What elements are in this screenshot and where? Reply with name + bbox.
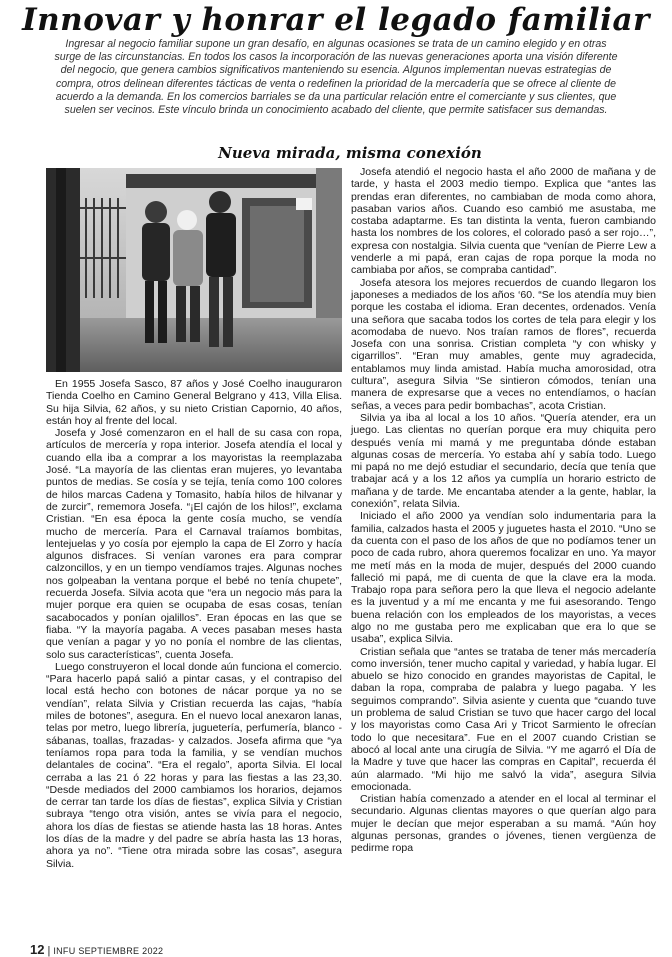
paragraph: Josefa atesora los mejores recuerdos de cuando llegaron los japoneses a mediados de los años ‘60. “Se los atendía muy bien porque les costaba el idioma. Eran decentes, ordenados. Venía una señora que sacaba todos los cortes de tela para elegir y los acomodaba de nuevo. Nos traían ramos de flores”, recuerda Josefa con una sonrisa. Cristian completa “y con whisky y cigarrillos”. “Eran muy amables, gente muy agradecida, entablamos muy linda amistad. Había mucha amorosidad, otra cultura”, asegura Silvia “Se sintieron cómodos, tenían una manera de expresarse que a veces no entendíamos, o hacían señas, a veces para pedir bombachas”, acota Cristian. <box>351 276 656 412</box>
paragraph: Cristian señala que “antes se trataba de tener más mercadería como inversión, tener mucho capital y variedad, y había lugar. El abuelo se hizo conocido en grandes mayoristas de Capital, le daban la ropa, compraba de palabra y luego pagaba. Y les seguimos comprando”. Silvia asiente y cuenta que “cuando tuve un problema de salud Cristian se tuvo que hacer cargo del local y los mayoristas como Casa Ari y Tricot Sarmiento le ofrecían todo lo que necesitara”. Fue en el 2007 cuando Cristian se abocó al local ante una cirugía de Silvia. “Y me agarró el Día de la Madre y tuve que hacer las compras en Capital”, recuerda él aún alarmado. “Mi hijo me salvó la vida”, asegura Silvia emocionada. <box>351 645 656 793</box>
paragraph: En 1955 Josefa Sasco, 87 años y José Coelho inauguraron Tienda Coelho en Camino General Belgrano y 413, Villa Elisa. Su hija Silvia, 62 años, y su nieto Cristian Capornio, 40 años, están hoy al frente del local. <box>46 378 342 427</box>
paragraph: Cristian había comenzado a atender en el local al terminar el secundario. Algunas clientas mayores o que querían algo para mujer le decían que mejor esperaban a su mamá. “Aún hoy algunas personas, grandes o jóvenes, tienen vergüenza de pedirme ropa <box>351 793 656 855</box>
article-intro: Ingresar al negocio familiar supone un gran desafío, en algunas ocasiones se trata de un camino elegido y en otras surge de las circunstancias. En todos los casos la incorporación de las nuevas generaciones aporta una visión diferente del negocio, que genera cambios significativos manteniendo su esencia. Algunos implementan nuevas estrategias de compra, otros delinean diferentes tácticas de venta o redefinen la prioridad de la mercadería que se ofrece al cliente de acuerdo a la demanda. En los comercios barriales se da una particular relación entre el comerciante y sus clientes, que suelen ser vecinos. Este vínculo brinda un conocimiento acabado del cliente, que permite satisfacer sus demandas. <box>54 38 618 117</box>
store-front-photo <box>46 168 342 372</box>
paragraph: Josefa y José comenzaron en el hall de su casa con ropa, artículos de mercería y ropa interior. Josefa atendía el local y cuando ella iba a comprar a los mayoristas la reemplazaba José. “La mayoría de las clientas eran mujeres, yo levantaba puntos de medias. Se cosía y se tejía, tenía como 100 colores de hilos marcas Cadena y Tomasito, había hilos de hilvanar y de zurcir”, rememora Josefa. “¡El cajón de los hilos!”, exclama Cristian. “En esa época la gente cosía mucho, se vendía mucho de mercería. Para el Carnaval traíamos bombitas, lentejuelas y yo cosía por ejemplo la capa de El Zorro y hacía algunos disfraces. Si venían varones era para comprar calzoncillos, y en un tiempo vendíamos trajes. Algunas noches nos golpeaban la ventana porque el bebé no tenía chupete”, recuerda Josefa. Silvia acota que “era un negocio más para la mujer porque era quien se ocupaba de esas cosas, tenían sacabocados y ponían ojalillos”. Eran épocas en las que se fiaba. “Y la mayoría pagaba. A veces pasaban meses hasta que venían a pagar y yo no ponía el nombre de las clientas, solo sus características”, cuenta Josefa. <box>46 427 342 661</box>
publication-name: INFU SEPTIEMBRE 2022 <box>53 946 164 956</box>
paragraph: Iniciado el año 2000 ya vendían solo indumentaria para la familia, calzados hasta el 2005 y juguetes hasta el 2010. “Uno se da cuenta con el paso de los años de que no podíamos tener un poco de cada rubro, ahora queremos focalizar en uno. Ya mayor me metí más en la moda de mujer, después del 2000 cuando falleció mi papá, me di cuenta de que la clave era la moda. Trabajo ropa para señora pero la que lleva el negocio adelante es la juventud y a mí me encanta y me fui asesorando. Tengo buena relación con los empleados de los mayoristas, a veces algo no me gustaba pero me explicaban que era lo que se usaba”, explica Silvia. <box>351 510 656 646</box>
paragraph: Silvia ya iba al local a los 10 años. “Quería atender, era un juego. Las clientas no querían porque era muy chiquita pero después venía mi mamá y me preguntaba dónde estaban algunas cosas de mercería. Yo estaba ahí y sabía todo. Luego mi papá no me dejó estudiar el secundario, decía que tenía que trabajar acá y a los 12 años ya cumplía un horario estricto de mañana y de tarde. Me encantaba atender a la gente, hablar, la conexión”, relata Silvia. <box>351 411 656 511</box>
article-body-left-column <box>46 378 342 870</box>
article-body-right-column <box>351 166 656 855</box>
store-front-photo-icon <box>46 168 342 372</box>
paragraph: Josefa atendió el negocio hasta el año 2000 de mañana y de tarde, y hasta el 2003 medio tiempo. Explica que “antes las prendas eran diferentes, no cambiaban de moda como ahora, pasaban varios años. Cuando eso cambió me asustaba, me costaba adaptarme. Es tan distinta la venta, fueron cambiando hasta los nombres de los colores, el colorado pasó a ser rojo…”, expresa con nostalgia. Silvia cuenta que “venían de Pierre Lew a venderle a mi papá, eran cajas de ropa porque la moda no cambiaba por años, se compraba cantidad”. <box>351 166 656 277</box>
page-number: 12 <box>30 942 45 957</box>
page-footer <box>30 942 163 957</box>
footer-separator: | <box>47 945 51 957</box>
article-title: Innovar y honrar el legado familiar <box>22 2 650 38</box>
paragraph: Luego construyeron el local donde aún funciona el comercio. “Para hacerlo papá salió a pintar casas, y el contrapiso del local está hecho con botones de nácar porque ya no se vendían”, relata Silvia y Cristian recuerda las cajas, “había miles de botones”, asegura. En el nuevo local anexaron lanas, telas por metro, luego librería, juguetería, perfumería, blanco -sábanas, toallas, frazadas- y calzados. Josefa afirma que “ya teníamos ropa para toda la familia, y se vendían muchos delantales de cocina”. “Era el regalo”, aporta Silvia. El local cerraba a las 21 ó 22 horas y para las fiestas a las 23,30. “Desde mediados del 2000 cambiamos los horarios, dejamos de cerrar tan tarde los días de fiestas”, explica Silvia y Cristian subraya “tengo otra visión, antes se vivía para el negocio, ahora los días de fiestas se atiende hasta las 18 horas. Antes los días de la madre y del padre se abría hasta las 13 horas, ahora ya no”. “Tiene otra mirada sobre las cosas”, asegura Silvia. <box>46 660 342 870</box>
article-subtitle: Nueva mirada, misma conexión <box>218 144 482 162</box>
